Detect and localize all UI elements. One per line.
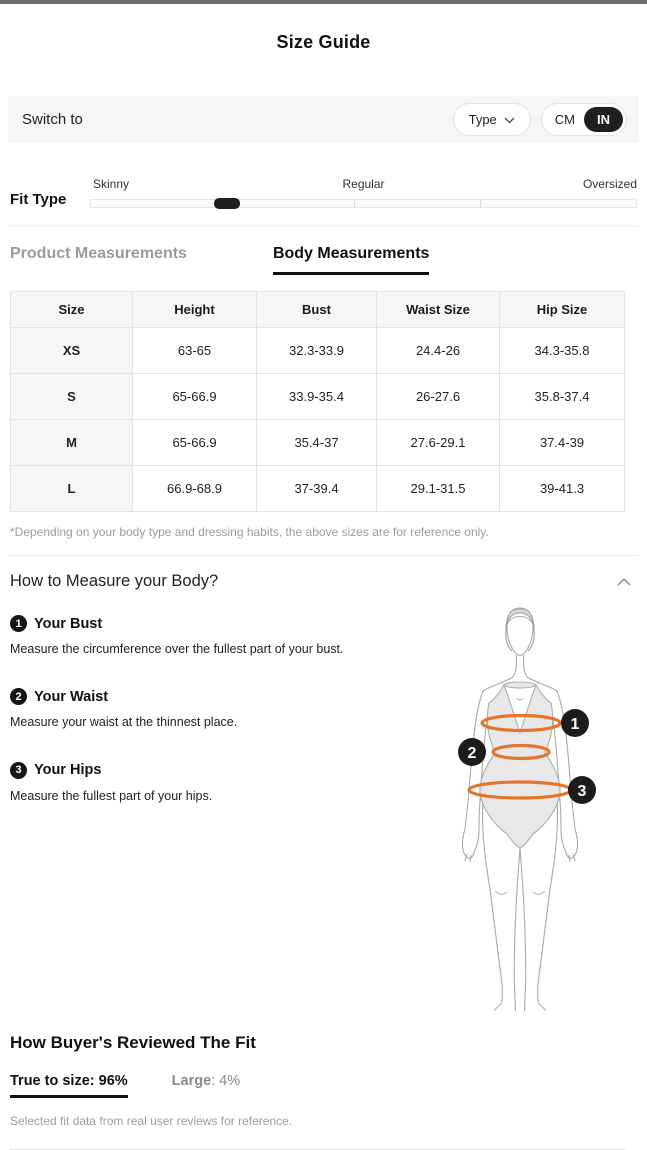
cell-bust: 37-39.4	[257, 466, 377, 512]
measurement-tabs	[10, 245, 637, 275]
measure-section-header[interactable]	[10, 570, 637, 593]
type-dropdown-button[interactable]	[453, 103, 531, 136]
fit-option-regular: Regular	[342, 177, 385, 191]
cell-bust: 32.3-33.9	[257, 328, 377, 374]
fit-type-scale-labels	[90, 177, 637, 193]
window-top-edge	[0, 0, 647, 4]
cell-hip: 34.3-35.8	[500, 328, 625, 374]
fit-type-section	[10, 177, 637, 208]
measure-item-description: Measure the fullest part of your hips.	[10, 788, 213, 803]
collapse-section-button[interactable]	[611, 570, 637, 593]
switch-to-label: Switch to	[22, 111, 83, 128]
fit-option-skinny: Skinny	[93, 177, 130, 191]
measure-section-body	[10, 615, 637, 1015]
stat-large[interactable]	[172, 1073, 241, 1089]
number-badge-3: 3	[10, 762, 27, 779]
chevron-down-icon	[504, 112, 515, 127]
fit-review-stats	[10, 1073, 637, 1098]
size-table	[10, 291, 625, 512]
table-row	[11, 420, 625, 466]
type-dropdown-label: Type	[468, 112, 497, 127]
cell-height: 65-66.9	[133, 420, 257, 466]
unit-option-in-selected[interactable]: IN	[584, 107, 623, 132]
divider	[8, 555, 639, 556]
cell-waist: 27.6-29.1	[377, 420, 500, 466]
cell-height: 63-65	[133, 328, 257, 374]
measure-item-title: Your Bust	[34, 615, 103, 632]
cell-size: S	[11, 374, 133, 420]
number-badge-1: 1	[10, 615, 27, 632]
fit-option-oversized: Oversized	[582, 177, 637, 191]
cell-waist: 24.4-26	[377, 328, 500, 374]
table-row	[11, 374, 625, 420]
slider-tick	[354, 200, 355, 207]
divider	[8, 225, 639, 226]
cell-hip: 35.8-37.4	[500, 374, 625, 420]
review-section-title: How Buyer's Reviewed The Fit	[10, 1033, 256, 1052]
table-row	[11, 466, 625, 512]
marker-number-3: 3	[577, 783, 587, 800]
fit-type-slider	[90, 177, 637, 208]
cell-height: 65-66.9	[133, 374, 257, 420]
cell-size: XS	[11, 328, 133, 374]
switch-bar	[8, 96, 639, 143]
measure-section-title: How to Measure your Body?	[10, 572, 219, 590]
col-header-height: Height	[133, 292, 257, 328]
fit-type-slider-track[interactable]	[90, 199, 637, 208]
measure-item-title: Your Hips	[34, 762, 102, 779]
cell-hip: 37.4-39	[500, 420, 625, 466]
col-header-waist: Waist Size	[377, 292, 500, 328]
stat-true-to-size[interactable]: True to size: 96%	[10, 1073, 128, 1098]
figure-bodysuit	[480, 682, 560, 848]
col-header-hip: Hip Size	[500, 292, 625, 328]
fit-type-slider-handle[interactable]	[214, 198, 240, 209]
table-row	[11, 328, 625, 374]
cell-hip: 39-41.3	[500, 466, 625, 512]
fit-type-label: Fit Type	[10, 191, 67, 208]
measure-item-description: Measure your waist at the thinnest place.	[10, 715, 238, 730]
col-header-bust: Bust	[257, 292, 377, 328]
stat-large-value: : 4%	[211, 1073, 241, 1089]
cell-size: L	[11, 466, 133, 512]
cell-waist: 29.1-31.5	[377, 466, 500, 512]
tab-body-measurements[interactable]: Body Measurements	[273, 245, 430, 275]
size-table-header-row	[11, 292, 625, 328]
cell-bust: 35.4-37	[257, 420, 377, 466]
switch-controls	[453, 103, 627, 136]
size-table-footnote: *Depending on your body type and dressing habits, the above sizes are for reference only.	[10, 525, 489, 539]
measure-item-description: Measure the circumference over the fullest part of your bust.	[10, 642, 344, 656]
col-header-size: Size	[11, 292, 133, 328]
cell-bust: 33.9-35.4	[257, 374, 377, 420]
body-measurement-illustration	[425, 601, 635, 1011]
chevron-up-icon	[617, 574, 631, 589]
tab-product-measurements[interactable]: Product Measurements	[10, 245, 187, 262]
cell-size: M	[11, 420, 133, 466]
unit-option-cm[interactable]: CM	[554, 112, 575, 127]
review-note: Selected fit data from real user reviews for reference.	[10, 1114, 293, 1128]
page-title: Size Guide	[276, 32, 371, 52]
number-badge-2: 2	[10, 688, 27, 705]
marker-number-1: 1	[570, 716, 580, 733]
cell-waist: 26-27.6	[377, 374, 500, 420]
slider-tick	[480, 200, 481, 207]
stat-large-label: Large	[171, 1073, 212, 1089]
marker-number-2: 2	[467, 745, 477, 762]
cell-height: 66.9-68.9	[133, 466, 257, 512]
measure-item-title: Your Waist	[34, 688, 109, 705]
unit-toggle[interactable]	[541, 103, 627, 136]
